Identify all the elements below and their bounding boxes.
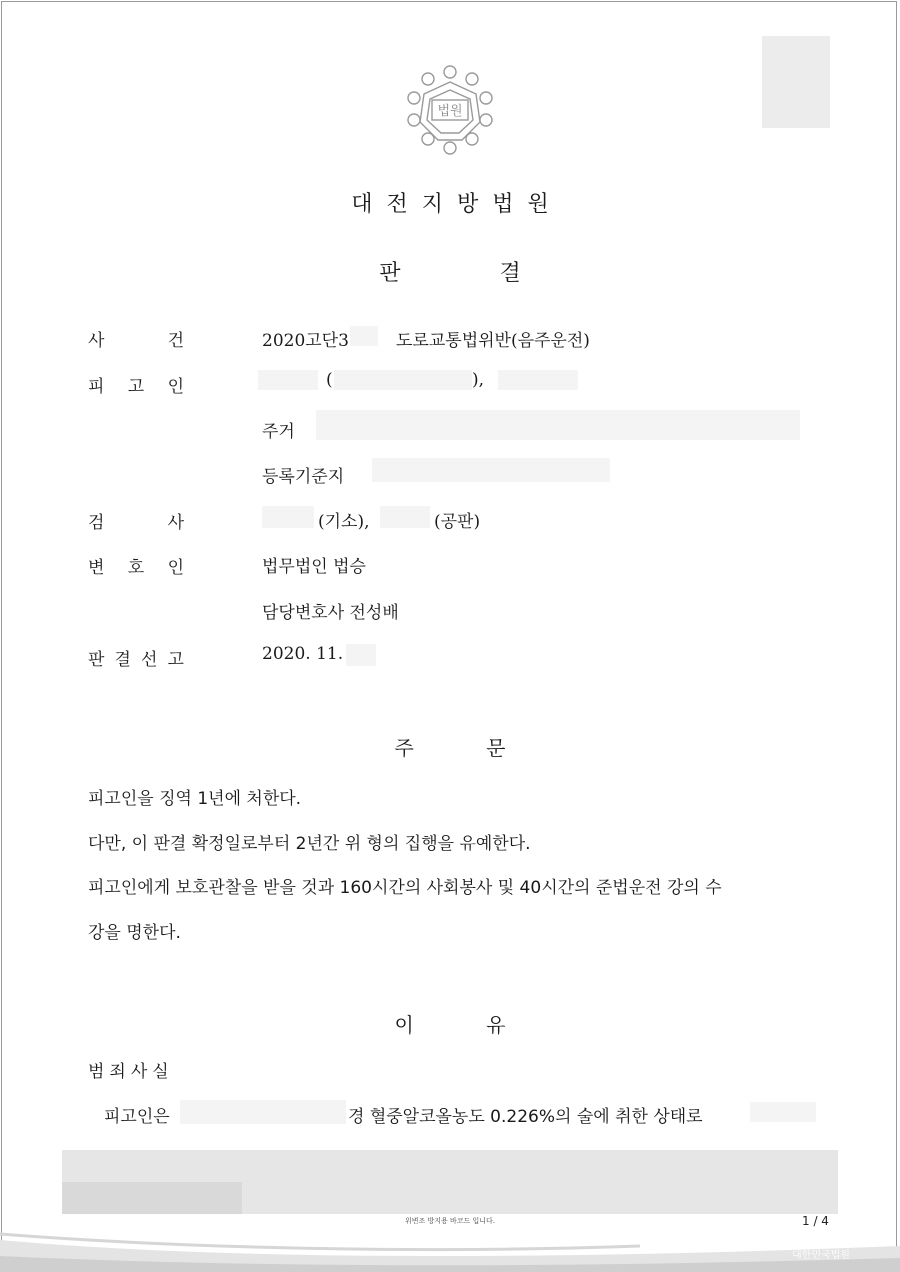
order-heading: 주 문: [394, 736, 506, 760]
redacted-date-place: [180, 1100, 346, 1124]
defendant-label: 피 고 인: [88, 377, 184, 397]
order-line-3: 피고인에게 보호관찰을 받을 것과 160시간의 사회봉사 및 40시간의 준법운전 강의 수: [88, 878, 722, 898]
residence-label: 주거: [262, 422, 295, 442]
court-seal-icon: [402, 62, 498, 158]
prosecutor-label: 검 사: [88, 513, 184, 533]
redacted-prosecutor-2: [380, 506, 430, 528]
redacted-defendant-occupation: [498, 370, 578, 390]
order-line-2: 다만, 이 판결 확정일로부터 2년간 위 형의 집행을 유예한다.: [88, 834, 531, 854]
reasons-line-start: 피고인은: [104, 1107, 170, 1127]
redacted-continuation: [750, 1102, 816, 1122]
redacted-block: [762, 36, 830, 128]
reasons-line-end: 경 혈중알코올농도 0.226%의 술에 취한 상태로: [348, 1107, 703, 1127]
court-name: 대전지방법원: [351, 192, 563, 217]
redacted-verdict-day: [346, 644, 376, 666]
verdict-date-label: 판 결 선 고: [88, 650, 184, 670]
case-label: 사 건: [88, 331, 184, 351]
case-charge: 도로교통법위반(음주운전): [396, 331, 590, 351]
document-type: 판 결: [379, 261, 521, 286]
registry-label: 등록기준지: [262, 467, 345, 487]
defendant-paren-close: ),: [472, 370, 485, 390]
barcode-band: [62, 1150, 838, 1214]
order-line-1: 피고인을 징역 1년에 처한다.: [88, 789, 302, 809]
redacted-residence: [316, 410, 800, 440]
redacted-defendant-id: [334, 370, 472, 390]
prosecutor-trial: (공판): [434, 512, 481, 532]
counsel-firm: 법무법인 법승: [262, 557, 366, 577]
case-number: 2020고단3: [262, 331, 349, 351]
barcode-note: 위변조 방지용 바코드 입니다.: [404, 1217, 496, 1225]
prosecutor-indictment: (기소),: [318, 512, 370, 532]
barcode-band-tail: [62, 1182, 242, 1214]
footer-swoosh-graphic: [0, 1232, 900, 1272]
verdict-date: 2020. 11.: [262, 644, 344, 664]
redacted-registry: [372, 458, 610, 482]
counsel-label: 변 호 인: [88, 558, 184, 578]
footer-brand: 대한민국법원: [792, 1250, 850, 1261]
counsel-lawyer: 담당변호사 전성배: [262, 603, 399, 623]
seal-text: 법원: [437, 104, 463, 119]
order-line-4: 강을 명한다.: [88, 923, 181, 943]
redacted-case-digits: [350, 326, 378, 346]
defendant-paren-open: (: [326, 370, 333, 390]
page-number: 1 / 4: [802, 1214, 829, 1228]
redacted-prosecutor-1: [262, 506, 314, 528]
reasons-heading: 이 유: [394, 1013, 506, 1037]
crime-facts-subheading: 범죄사실: [88, 1062, 174, 1082]
redacted-defendant-name: [258, 370, 318, 390]
